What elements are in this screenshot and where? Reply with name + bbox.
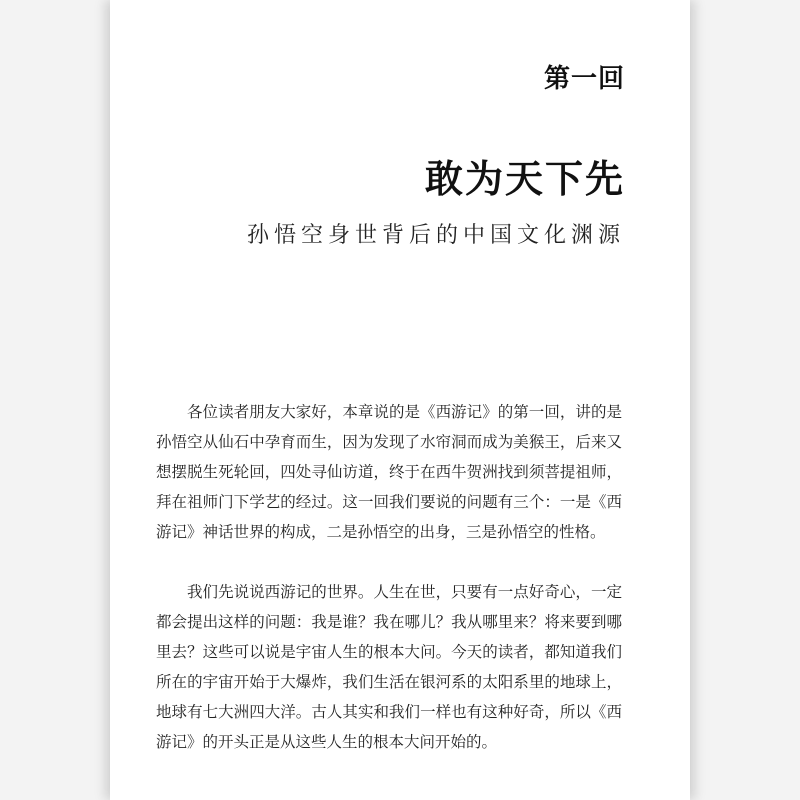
paragraph: 我们先说说西游记的世界。人生在世，只要有一点好奇心，一定都会提出这样的问题：我是谁？我在哪儿？我从哪里来？将来要到哪里去？这些可以说是宇宙人生的根本大问。今天的读者，都知道我们所在的宇宙开始于大爆炸，我们生活在银河系的太阳系里的地球上，地球有七大洲四大洋。古人其实和我们一样也有这种好奇，所以《西游记》的开头正是从这些人生的根本大问开始的。 xyxy=(156,583,622,751)
paragraph: 各位读者朋友大家好，本章说的是《西游记》的第一回，讲的是孙悟空从仙石中孕育而生，因为发现了水帘洞而成为美猴王，后来又想摆脱生死轮回，四处寻仙访道，终于在西牛贺洲找到须菩提祖师，拜在祖师门下学艺的经过。这一回我们要说的问题有三个：一是《西游记》神话世界的构成，二是孙悟空的出身，三是孙悟空的性格。 xyxy=(156,403,622,541)
chapter-number: 第一回 xyxy=(543,64,625,94)
book-page xyxy=(110,0,690,800)
chapter-title: 敢为天下先 xyxy=(424,156,625,201)
body-text xyxy=(156,397,622,787)
chapter-subtitle: 孙悟空身世背后的中国文化渊源 xyxy=(246,223,625,248)
